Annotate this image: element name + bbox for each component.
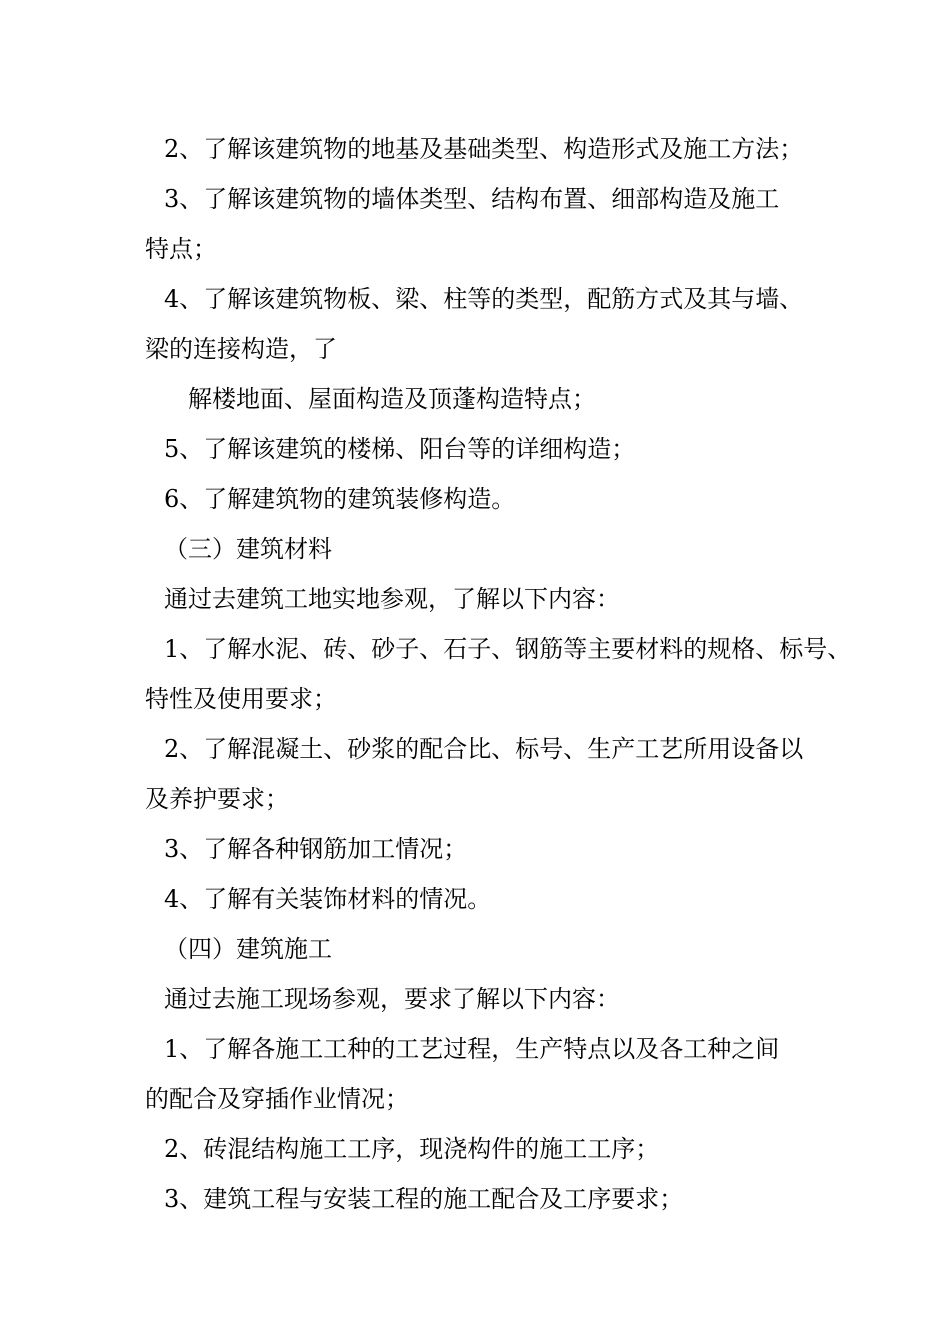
text-line: 1、了解各施工工种的工艺过程，生产特点以及各工种之间 <box>164 1035 780 1063</box>
text-line: 解楼地面、屋面构造及顶蓬构造特点； <box>188 385 596 413</box>
section-heading: （四）建筑施工 <box>164 935 332 963</box>
text-line: 2、了解该建筑物的地基及基础类型、构造形式及施工方法； <box>164 135 804 163</box>
text-line: 3、建筑工程与安装工程的施工配合及工序要求； <box>164 1185 684 1213</box>
text-line: 特点； <box>145 235 217 263</box>
text-line: 3、了解各种钢筋加工情况； <box>164 835 468 863</box>
text-line: 1、了解水泥、砖、砂子、石子、钢筋等主要材料的规格、标号、 <box>164 635 852 663</box>
text-line: 2、砖混结构施工工序，现浇构件的施工工序； <box>164 1135 660 1163</box>
text-line: 的配合及穿插作业情况； <box>145 1085 409 1113</box>
text-line: 4、了解有关装饰材料的情况。 <box>164 885 492 913</box>
text-line: 及养护要求； <box>145 785 289 813</box>
text-line: 4、了解该建筑物板、梁、柱等的类型，配筋方式及其与墙、 <box>164 285 804 313</box>
text-line: 梁的连接构造，了 <box>145 335 337 363</box>
text-line: 3、了解该建筑物的墙体类型、结构布置、细部构造及施工 <box>164 185 780 213</box>
text-line: 特性及使用要求； <box>145 685 337 713</box>
text-line: 5、了解该建筑的楼梯、阳台等的详细构造； <box>164 435 636 463</box>
text-line: 通过去建筑工地实地参观，了解以下内容： <box>164 585 620 613</box>
text-line: 6、了解建筑物的建筑装修构造。 <box>164 485 516 513</box>
section-heading: （三）建筑材料 <box>164 535 332 563</box>
text-line: 通过去施工现场参观，要求了解以下内容： <box>164 985 620 1013</box>
text-line: 2、了解混凝土、砂浆的配合比、标号、生产工艺所用设备以 <box>164 735 804 763</box>
